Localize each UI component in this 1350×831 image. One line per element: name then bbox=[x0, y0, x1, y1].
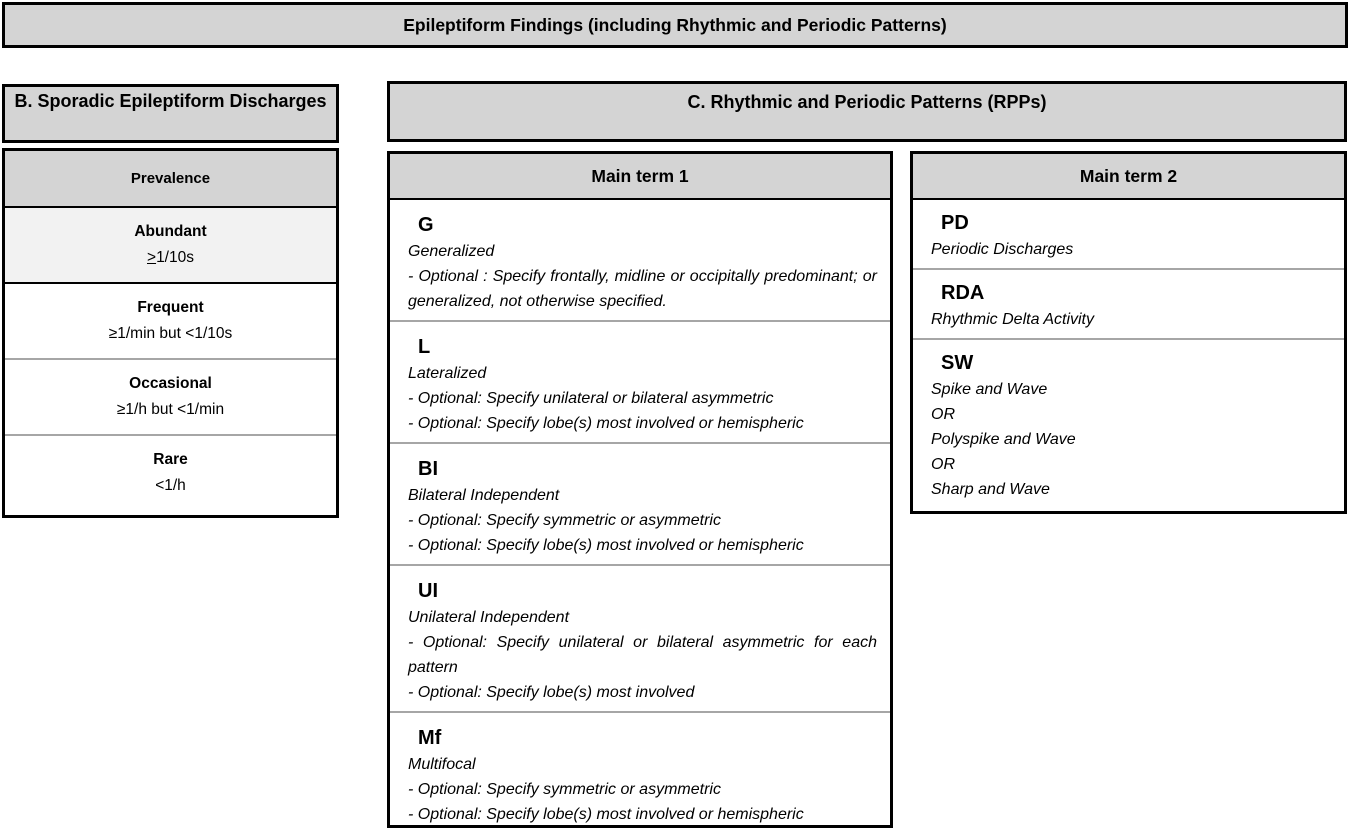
entry-option: - Optional: Specify lobe(s) most involved or hemispheric bbox=[408, 806, 804, 823]
entry-pd[interactable] bbox=[913, 200, 1344, 268]
prevalence-frequency: ≥1/h but <1/min bbox=[116, 401, 225, 418]
entry-name: Lateralized bbox=[408, 365, 487, 382]
prevalence-row-abundant[interactable] bbox=[5, 206, 336, 284]
entry-mf[interactable] bbox=[390, 711, 890, 828]
entry-option: - Optional: Specify lobe(s) most involved bbox=[408, 684, 695, 701]
entry-l[interactable] bbox=[390, 320, 890, 442]
entry-abbr: BI bbox=[418, 458, 438, 480]
section-b-prevalence-table bbox=[2, 148, 339, 518]
entry-name: Generalized bbox=[408, 243, 495, 260]
entry-option: - Optional: Specify symmetric or asymmetric bbox=[408, 781, 721, 798]
entry-abbr: G bbox=[418, 214, 434, 236]
entry-description: Sharp and Wave bbox=[931, 481, 1050, 498]
entry-description-or: OR bbox=[931, 406, 955, 423]
entry-abbr: L bbox=[418, 336, 431, 358]
entry-name: Bilateral Independent bbox=[408, 487, 560, 504]
entry-abbr: SW bbox=[941, 352, 974, 374]
entry-name: Multifocal bbox=[408, 756, 476, 773]
main-term-2-box bbox=[910, 151, 1347, 514]
entry-abbr: PD bbox=[941, 212, 969, 234]
main-term-1-title: Main term 1 bbox=[591, 165, 689, 186]
main-term-2-title: Main term 2 bbox=[1079, 165, 1178, 186]
entry-name: Unilateral Independent bbox=[408, 609, 570, 626]
entry-sw[interactable] bbox=[913, 338, 1344, 508]
entry-abbr: UI bbox=[418, 580, 438, 602]
entry-ui[interactable] bbox=[390, 564, 890, 711]
section-b-title-box bbox=[2, 84, 339, 143]
entry-description: Spike and Wave bbox=[931, 381, 1048, 398]
entry-option: - Optional: Specify lobe(s) most involved or hemispheric bbox=[408, 537, 804, 554]
entry-abbr: RDA bbox=[941, 282, 985, 304]
entry-description-or: OR bbox=[931, 456, 955, 473]
prevalence-header-label: Prevalence bbox=[130, 170, 211, 187]
entry-description: Periodic Discharges bbox=[931, 241, 1074, 258]
prevalence-frequency: >1/10s bbox=[147, 249, 194, 266]
prevalence-label: Occasional bbox=[129, 375, 212, 392]
prevalence-row-rare[interactable] bbox=[5, 434, 336, 510]
entry-description: Rhythmic Delta Activity bbox=[931, 311, 1094, 328]
prevalence-row-occasional[interactable] bbox=[5, 358, 336, 434]
entry-option: - Optional: Specify lobe(s) most involved or hemispheric bbox=[408, 415, 804, 432]
entry-g[interactable] bbox=[390, 200, 890, 320]
entry-abbr: Mf bbox=[418, 727, 442, 749]
prevalence-label: Rare bbox=[153, 451, 188, 468]
prevalence-row-frequent[interactable] bbox=[5, 284, 336, 358]
banner bbox=[2, 2, 1348, 48]
prevalence-frequency: <1/h bbox=[155, 477, 186, 494]
entry-description: Polyspike and Wave bbox=[931, 431, 1076, 448]
main-term-2-header bbox=[913, 154, 1344, 200]
prevalence-label: Frequent bbox=[137, 299, 204, 316]
section-b-title: B. Sporadic Epileptiform Discharges bbox=[14, 91, 327, 111]
entry-option: - Optional: Specify symmetric or asymmetric bbox=[408, 512, 721, 529]
main-term-1-header bbox=[390, 154, 890, 200]
section-c-title: C. Rhythmic and Periodic Patterns (RPPs) bbox=[687, 92, 1047, 112]
entry-option: - Optional : Specify frontally, midline or occipitally predominant; or generalized, not otherwise specified. bbox=[408, 268, 877, 310]
section-c-title-box bbox=[387, 81, 1347, 142]
entry-rda[interactable] bbox=[913, 268, 1344, 338]
prevalence-header bbox=[5, 151, 336, 206]
prevalence-frequency: ≥1/min but <1/10s bbox=[108, 325, 233, 342]
entry-option: - Optional: Specify unilateral or bilateral asymmetric bbox=[408, 390, 774, 407]
banner-title: Epileptiform Findings (including Rhythmic and Periodic Patterns) bbox=[403, 14, 947, 35]
prevalence-label: Abundant bbox=[134, 223, 207, 240]
entry-bi[interactable] bbox=[390, 442, 890, 564]
main-term-1-box bbox=[387, 151, 893, 828]
gte-symbol: > bbox=[147, 249, 157, 266]
entry-option: - Optional: Specify unilateral or bilateral asymmetric for each pattern bbox=[408, 634, 877, 676]
